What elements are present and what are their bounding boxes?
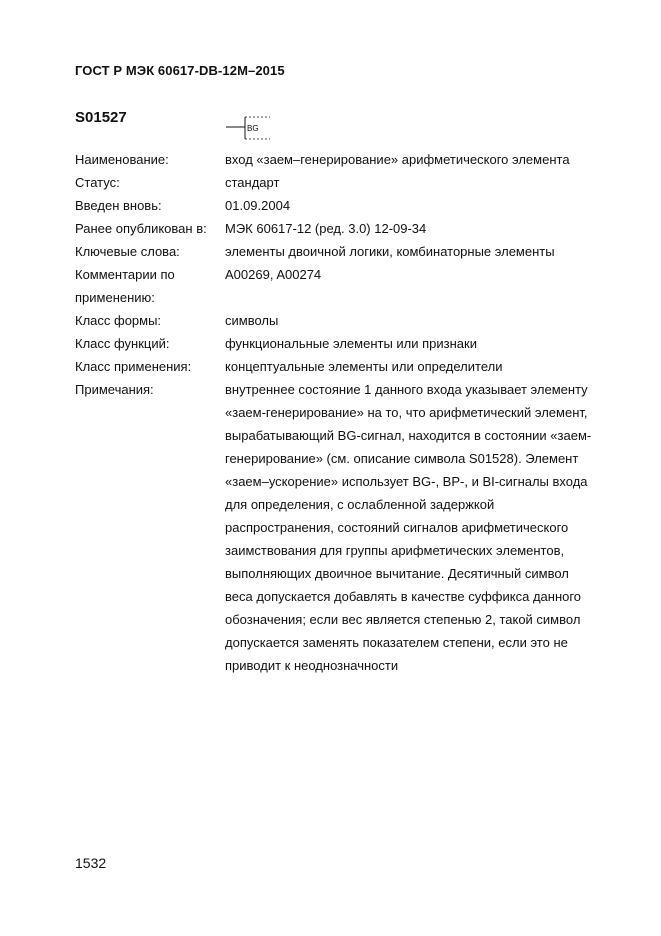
- field-label-line: Класс применения:: [75, 359, 192, 374]
- field-value-line: вход «заем–генерирование» арифметического элемента: [225, 152, 570, 167]
- field-row: [75, 332, 615, 355]
- document-header: ГОСТ Р МЭК 60617-DB-12M–2015: [75, 63, 285, 78]
- field-label-line: Класс формы:: [75, 313, 162, 328]
- field-row: [75, 148, 615, 171]
- field-label: [75, 194, 225, 217]
- field-row: [75, 378, 615, 677]
- field-value-line: стандарт: [225, 175, 280, 190]
- field-label: [75, 171, 225, 194]
- field-value: [225, 217, 615, 240]
- field-label-line: Введен вновь:: [75, 198, 162, 213]
- field-label: [75, 309, 225, 332]
- field-value-line: «заем-генерирование» на то, что арифметический элемент,: [225, 405, 588, 420]
- field-value-line: заимствования для группы арифметических элементов,: [225, 543, 565, 558]
- field-value-line: допускается заменять показателем степени, если это не: [225, 635, 568, 650]
- field-value-line: распространения, состояний сигналов арифметического: [225, 520, 569, 535]
- field-row: [75, 355, 615, 378]
- field-value: [225, 171, 615, 194]
- field-label-line: Статус:: [75, 175, 120, 190]
- field-value-line: обозначения; если вес является степенью 2, такой символ: [225, 612, 581, 627]
- field-value-line: веса допускается добавлять в качестве суффикса данного: [225, 589, 582, 604]
- field-value-line: «заем–ускорение» использует BG-, BP-, и BI-сигналы входа: [225, 474, 588, 489]
- field-label: [75, 240, 225, 263]
- symbol-label: BG: [247, 124, 259, 133]
- field-label-line: применению:: [75, 290, 155, 305]
- field-label-line: Наименование:: [75, 152, 169, 167]
- field-label: [75, 332, 225, 355]
- field-value-line: символы: [225, 313, 279, 328]
- field-value: [225, 309, 615, 332]
- field-value-line: выполняющих двоичное вычитание. Десятичный символ: [225, 566, 569, 581]
- field-value: [225, 194, 615, 217]
- field-value-line: внутреннее состояние 1 данного входа указывает элементу: [225, 382, 588, 397]
- field-label: [75, 378, 225, 677]
- symbol-code: S01527: [75, 109, 127, 126]
- bg-input-symbol: [226, 114, 276, 142]
- field-value-line: МЭК 60617-12 (ред. 3.0) 12-09-34: [225, 221, 427, 236]
- field-value-line: 01.09.2004: [225, 198, 291, 213]
- field-value-line: функциональные элементы или признаки: [225, 336, 477, 351]
- field-row: [75, 171, 615, 194]
- field-label-line: Класс функций:: [75, 336, 170, 351]
- field-row: [75, 217, 615, 240]
- field-label: [75, 263, 225, 309]
- field-value: [225, 332, 615, 355]
- field-value-line: приводит к неоднозначности: [225, 658, 399, 673]
- field-row: [75, 309, 615, 332]
- field-row: [75, 263, 615, 309]
- field-value: [225, 355, 615, 378]
- field-value-line: A00269, A00274: [225, 267, 322, 282]
- field-label: [75, 355, 225, 378]
- field-row: [75, 240, 615, 263]
- field-value: [225, 378, 615, 677]
- page-number: 1532: [75, 855, 107, 871]
- field-row: [75, 194, 615, 217]
- field-list: [75, 148, 615, 677]
- field-label: [75, 217, 225, 240]
- field-value-line: генерирование» (см. описание символа S01528). Элемент: [225, 451, 579, 466]
- field-value: [225, 263, 615, 309]
- field-label-line: Ключевые слова:: [75, 244, 180, 259]
- field-label-line: Примечания:: [75, 382, 154, 397]
- field-label-line: Ранее опубликован в:: [75, 221, 207, 236]
- field-value-line: для определения, с ослабленной задержкой: [225, 497, 495, 512]
- field-value: [225, 148, 615, 171]
- field-value-line: элементы двоичной логики, комбинаторные элементы: [225, 244, 555, 259]
- field-value-line: концептуальные элементы или определители: [225, 359, 503, 374]
- field-label-line: Комментарии по: [75, 267, 175, 282]
- field-label: [75, 148, 225, 171]
- field-value: [225, 240, 615, 263]
- field-value-line: вырабатывающий BG-сигнал, находится в состоянии «заем-: [225, 428, 592, 443]
